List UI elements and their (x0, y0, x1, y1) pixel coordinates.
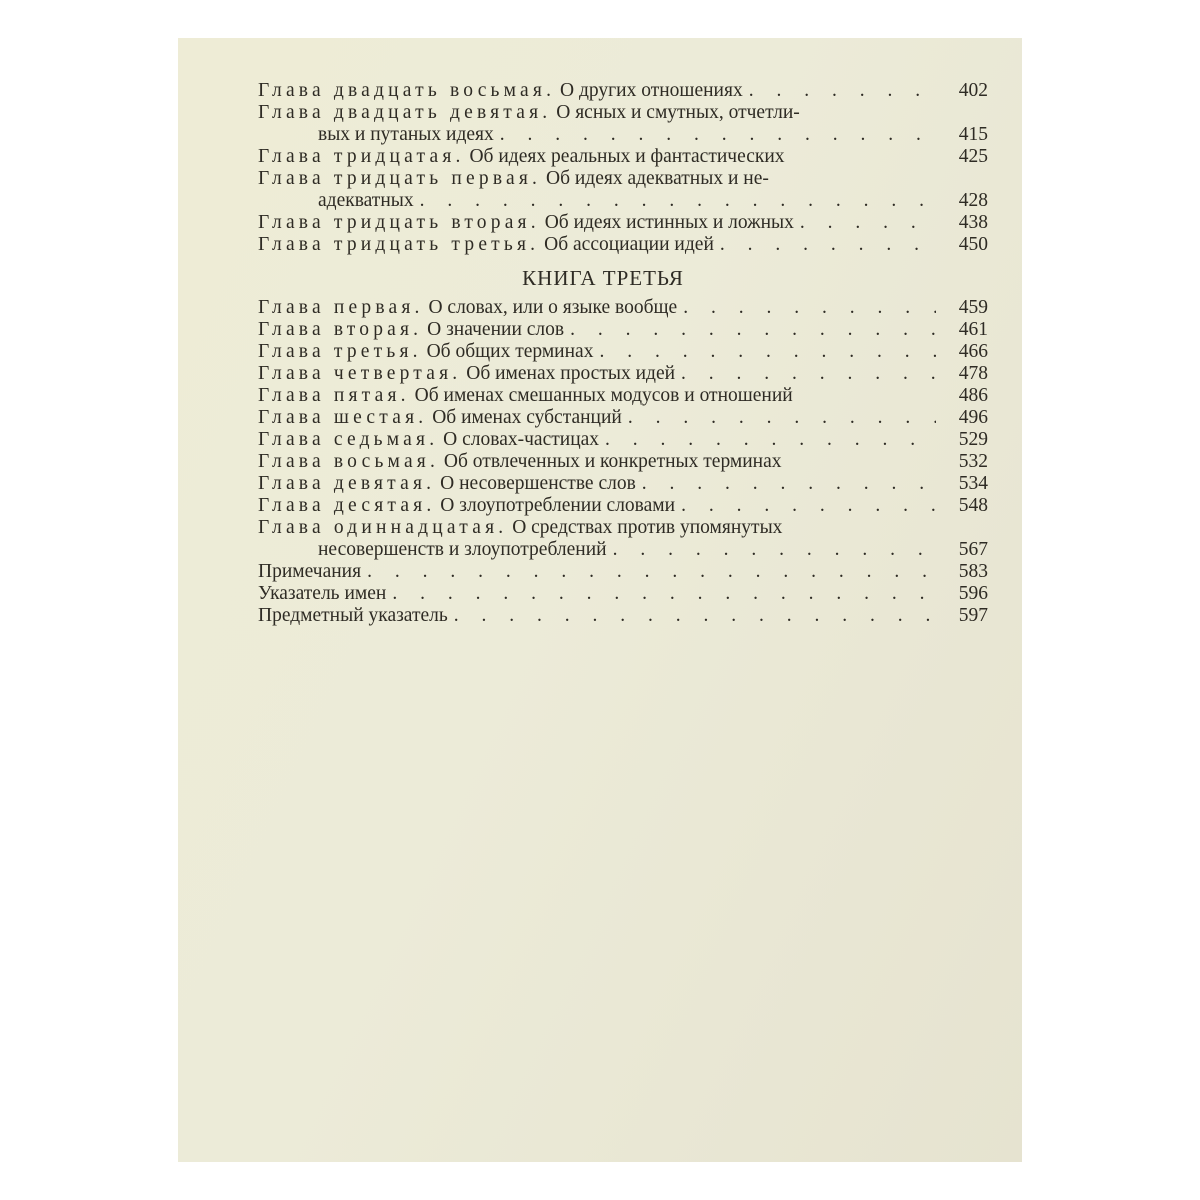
toc-entry: Глава тридцать первая. Об идеях адекватных и не- (258, 168, 769, 189)
toc-entry: Глава вторая. О значении слов . . . 461 (258, 319, 988, 341)
toc-entry: Глава пятая. Об именах смешанных модусов и отношений 486 (258, 385, 988, 406)
page-number: 583 (958, 561, 988, 582)
leader-dots (414, 190, 936, 212)
leader-dots (361, 561, 936, 583)
page-number: 534 (958, 473, 988, 494)
leader-dots (622, 407, 936, 429)
leader-dots (599, 429, 936, 451)
toc-entry-notes: Примечания . . . 583 (258, 561, 988, 583)
toc-entry-name-index: Указатель имен . . . 596 (258, 583, 988, 605)
book-three-heading: КНИГА ТРЕТЬЯ (522, 266, 684, 290)
toc-entry: Глава седьмая. О словах-частицах . . . 529 (258, 429, 988, 451)
page-number: 466 (958, 341, 988, 362)
page-number: 596 (958, 583, 988, 604)
book-page (178, 38, 1022, 1162)
toc-entry: Глава восьмая. Об отвлеченных и конкретных терминах 532 (258, 451, 988, 472)
leader-dots (636, 473, 936, 495)
toc-entry: Глава десятая. О злоупотреблении словами . . . 548 (258, 495, 988, 517)
leader-dots (677, 297, 936, 319)
toc-entry-continuation: несовершенств и злоупотреблений . . . 567 (258, 539, 988, 561)
toc-entry-continuation: вых и путаных идеях . . . 415 (258, 124, 988, 146)
toc-entry: Глава первая. О словах, или о языке вообще . . . 459 (258, 297, 988, 319)
toc-entry: Глава тридцатая. Об идеях реальных и фантастических 425 (258, 146, 988, 167)
table-of-contents (258, 80, 988, 627)
page-number: 402 (958, 80, 988, 101)
page-number: 548 (958, 495, 988, 516)
page-number: 478 (958, 363, 988, 384)
toc-entry-continuation: адекватных . . . 428 (258, 190, 988, 212)
page-number: 567 (958, 539, 988, 560)
leader-dots (675, 495, 936, 517)
page-number: 425 (958, 146, 988, 167)
leader-dots (494, 124, 936, 146)
leader-dots (714, 234, 936, 256)
page-number: 496 (958, 407, 988, 428)
page-number: 532 (958, 451, 988, 472)
page-number: 486 (958, 385, 988, 406)
toc-entry: Глава одиннадцатая. О средствах против упомянутых (258, 517, 783, 538)
page-number: 415 (958, 124, 988, 145)
page-number: 450 (958, 234, 988, 255)
page-number: 428 (958, 190, 988, 211)
toc-entry: Глава тридцать третья. Об ассоциации идей . . . 450 (258, 234, 988, 256)
leader-dots (564, 319, 936, 341)
toc-entry: Глава двадцать девятая. О ясных и смутных, отчетли- (258, 102, 800, 123)
page-number: 438 (958, 212, 988, 233)
leader-dots (794, 212, 936, 234)
toc-entry: Глава девятая. О несовершенстве слов . . . 534 (258, 473, 988, 495)
toc-entry: Глава четвертая. Об именах простых идей . . . 478 (258, 363, 988, 385)
toc-entry: Глава двадцать восьмая. О других отношениях . . . 402 (258, 80, 988, 102)
leader-dots (448, 605, 936, 627)
leader-dots (743, 80, 936, 102)
toc-entry: Глава тридцать вторая. Об идеях истинных и ложных . . . 438 (258, 212, 988, 234)
page-number: 461 (958, 319, 988, 340)
page-number: 459 (958, 297, 988, 318)
page-number: 529 (958, 429, 988, 450)
leader-dots (607, 539, 936, 561)
leader-dots (386, 583, 936, 605)
page-number: 597 (958, 605, 988, 626)
toc-entry: Глава шестая. Об именах субстанций . . . 496 (258, 407, 988, 429)
toc-entry-subject-index: Предметный указатель . . . 597 (258, 605, 988, 627)
leader-dots (593, 341, 936, 363)
toc-entry: Глава третья. Об общих терминах . . . 466 (258, 341, 988, 363)
leader-dots (675, 363, 936, 385)
